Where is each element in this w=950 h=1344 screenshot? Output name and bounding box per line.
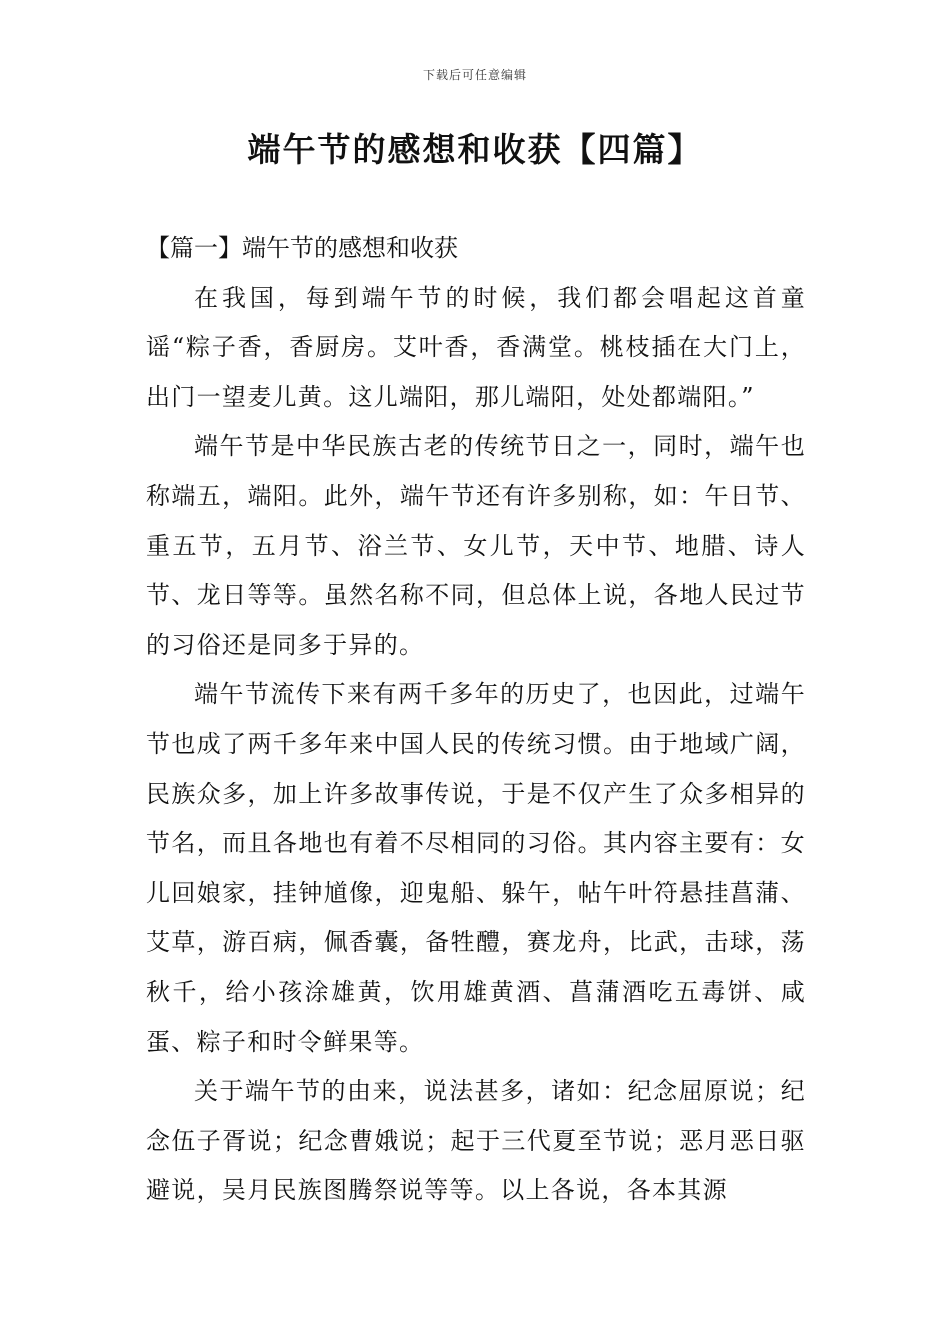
paragraph-intro-song: 在我国，每到端午节的时候，我们都会唱起这首童谣“粽子香，香厨房。艾叶香，香满堂。桃枝插在大门上，出门一望麦儿黄。这儿端阳，那儿端阳，处处都端阳。” <box>146 283 806 411</box>
document-body <box>146 224 806 1216</box>
header-note: 下载后可任意编辑 <box>422 68 527 82</box>
section-heading: 【篇一】端午节的感想和收获 <box>146 234 458 262</box>
paragraph-customs: 端午节流传下来有两千多年的历史了，也因此，过端午节也成了两千多年来中国人民的传统习惯。由于地域广阔，民族众多，加上许多故事传说，于是不仅产生了众多相异的节名，而且各地也有着不尽相同的习俗。其内容主要有：女儿回娘家，挂钟馗像，迎鬼船、躲午，帖午叶符悬挂菖蒲、艾草，游百病，佩香囊，备牲醴，赛龙舟，比武，击球，荡秋千，给小孩涂雄黄，饮用雄黄酒、菖蒲酒吃五毒饼、咸蛋、粽子和时令鲜果等。 <box>146 680 806 1056</box>
document-title: 端午节的感想和收获【四篇】 <box>247 130 703 169</box>
paragraph-origins: 关于端午节的由来，说法甚多，诸如：纪念屈原说；纪念伍子胥说；纪念曹娥说；起于三代夏至节说；恶月恶日驱避说，吴月民族图腾祭说等等。以上各说，各本其源 <box>146 1077 806 1205</box>
paragraph-festival-names: 端午节是中华民族古老的传统节日之一，同时，端午也称端五，端阳。此外，端午节还有许多别称，如：午日节、重五节，五月节、浴兰节、女儿节，天中节、地腊、诗人节、龙日等等。虽然名称不同，但总体上说，各地人民过节的习俗还是同多于异的。 <box>146 432 806 659</box>
